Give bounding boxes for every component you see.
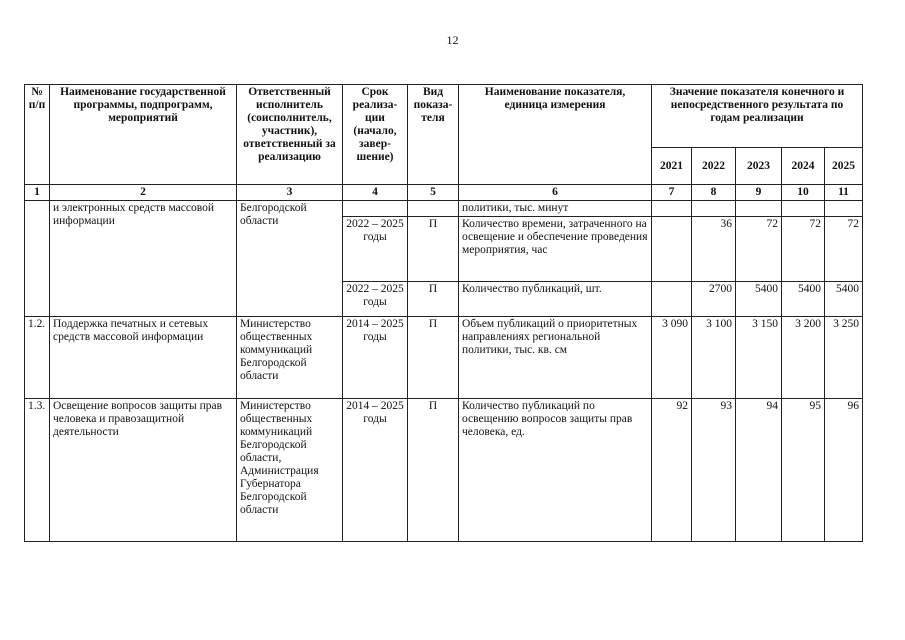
cont-term-empty bbox=[343, 201, 408, 217]
term: 2022 – 2025 годы bbox=[343, 217, 408, 282]
header-year: 2021 bbox=[652, 148, 692, 185]
cont-indicator: политики, тыс. минут bbox=[459, 201, 652, 217]
indicators-table bbox=[24, 84, 863, 542]
value-2025: 5400 bbox=[825, 282, 863, 317]
value-2023: 72 bbox=[736, 217, 782, 282]
column-number: 5 bbox=[408, 185, 459, 201]
kind: П bbox=[408, 282, 459, 317]
value-2025: 96 bbox=[825, 399, 863, 542]
term: 2014 – 2025 годы bbox=[343, 317, 408, 399]
value-2021 bbox=[652, 282, 692, 317]
column-number: 3 bbox=[237, 185, 343, 201]
column-number: 2 bbox=[50, 185, 237, 201]
indicator: Объем публикаций о приоритетных направлениях региональной политики, тыс. кв. см bbox=[459, 317, 652, 399]
value-2024: 3 200 bbox=[782, 317, 825, 399]
kind: П bbox=[408, 217, 459, 282]
executor: Министерство общественных коммуникаций Белгородской области, Администрация Губернатора Белгородской области bbox=[237, 399, 343, 542]
header-executor: Ответственный исполнитель (соисполнитель, участник), ответственный за реализацию bbox=[237, 85, 343, 185]
column-number: 7 bbox=[652, 185, 692, 201]
value-2024: 72 bbox=[782, 217, 825, 282]
value-2022: 93 bbox=[692, 399, 736, 542]
column-number: 9 bbox=[736, 185, 782, 201]
value-2023: 3 150 bbox=[736, 317, 782, 399]
activity-name: Освещение вопросов защиты прав человека и правозащитной деятельности bbox=[50, 399, 237, 542]
page-number: 12 bbox=[446, 33, 459, 47]
header-term: Срок реализа-ции (начало, завер-шение) bbox=[343, 85, 408, 185]
kind: П bbox=[408, 399, 459, 542]
cont-value-empty bbox=[736, 201, 782, 217]
header-name: Наименование государственной программы, подпрограмм, мероприятий bbox=[50, 85, 237, 185]
cont-value-empty bbox=[652, 201, 692, 217]
activity-name: Поддержка печатных и сетевых средств массовой информации bbox=[50, 317, 237, 399]
cont-kind-empty bbox=[408, 201, 459, 217]
value-2022: 36 bbox=[692, 217, 736, 282]
value-2025: 72 bbox=[825, 217, 863, 282]
column-number: 11 bbox=[825, 185, 863, 201]
row-number: 1.2. bbox=[25, 317, 50, 399]
value-2021: 3 090 bbox=[652, 317, 692, 399]
header-num: № п/п bbox=[25, 85, 50, 185]
row-number: 1.3. bbox=[25, 399, 50, 542]
column-number: 10 bbox=[782, 185, 825, 201]
value-2022: 3 100 bbox=[692, 317, 736, 399]
cont-value-empty bbox=[692, 201, 736, 217]
column-number: 4 bbox=[343, 185, 408, 201]
indicator: Количество времени, затраченного на освещение и обеспечение проведения мероприятия, час bbox=[459, 217, 652, 282]
value-2024: 95 bbox=[782, 399, 825, 542]
header-year: 2023 bbox=[736, 148, 782, 185]
value-2021: 92 bbox=[652, 399, 692, 542]
header-year: 2025 bbox=[825, 148, 863, 185]
executor: Министерство общественных коммуникаций Белгородской области bbox=[237, 317, 343, 399]
value-2023: 94 bbox=[736, 399, 782, 542]
cont-value-empty bbox=[825, 201, 863, 217]
indicator: Количество публикаций, шт. bbox=[459, 282, 652, 317]
column-number: 6 bbox=[459, 185, 652, 201]
value-2024: 5400 bbox=[782, 282, 825, 317]
column-number: 1 bbox=[25, 185, 50, 201]
kind: П bbox=[408, 317, 459, 399]
header-indicator: Наименование показателя, единица измерения bbox=[459, 85, 652, 185]
cont-value-empty bbox=[782, 201, 825, 217]
indicator: Количество публикаций по освещению вопросов защиты прав человека, ед. bbox=[459, 399, 652, 542]
header-year: 2022 bbox=[692, 148, 736, 185]
header-values: Значение показателя конечного и непосредственного результата по годам реализации bbox=[652, 85, 863, 148]
cont-name: и электронных средств массовой информации bbox=[50, 201, 237, 317]
term: 2014 – 2025 годы bbox=[343, 399, 408, 542]
value-2023: 5400 bbox=[736, 282, 782, 317]
term: 2022 – 2025 годы bbox=[343, 282, 408, 317]
header-kind: Вид показа-теля bbox=[408, 85, 459, 185]
value-2025: 3 250 bbox=[825, 317, 863, 399]
value-2022: 2700 bbox=[692, 282, 736, 317]
cont-executor: Белгородской области bbox=[237, 201, 343, 317]
header-year: 2024 bbox=[782, 148, 825, 185]
cont-num-cell bbox=[25, 201, 50, 317]
column-number: 8 bbox=[692, 185, 736, 201]
value-2021 bbox=[652, 217, 692, 282]
